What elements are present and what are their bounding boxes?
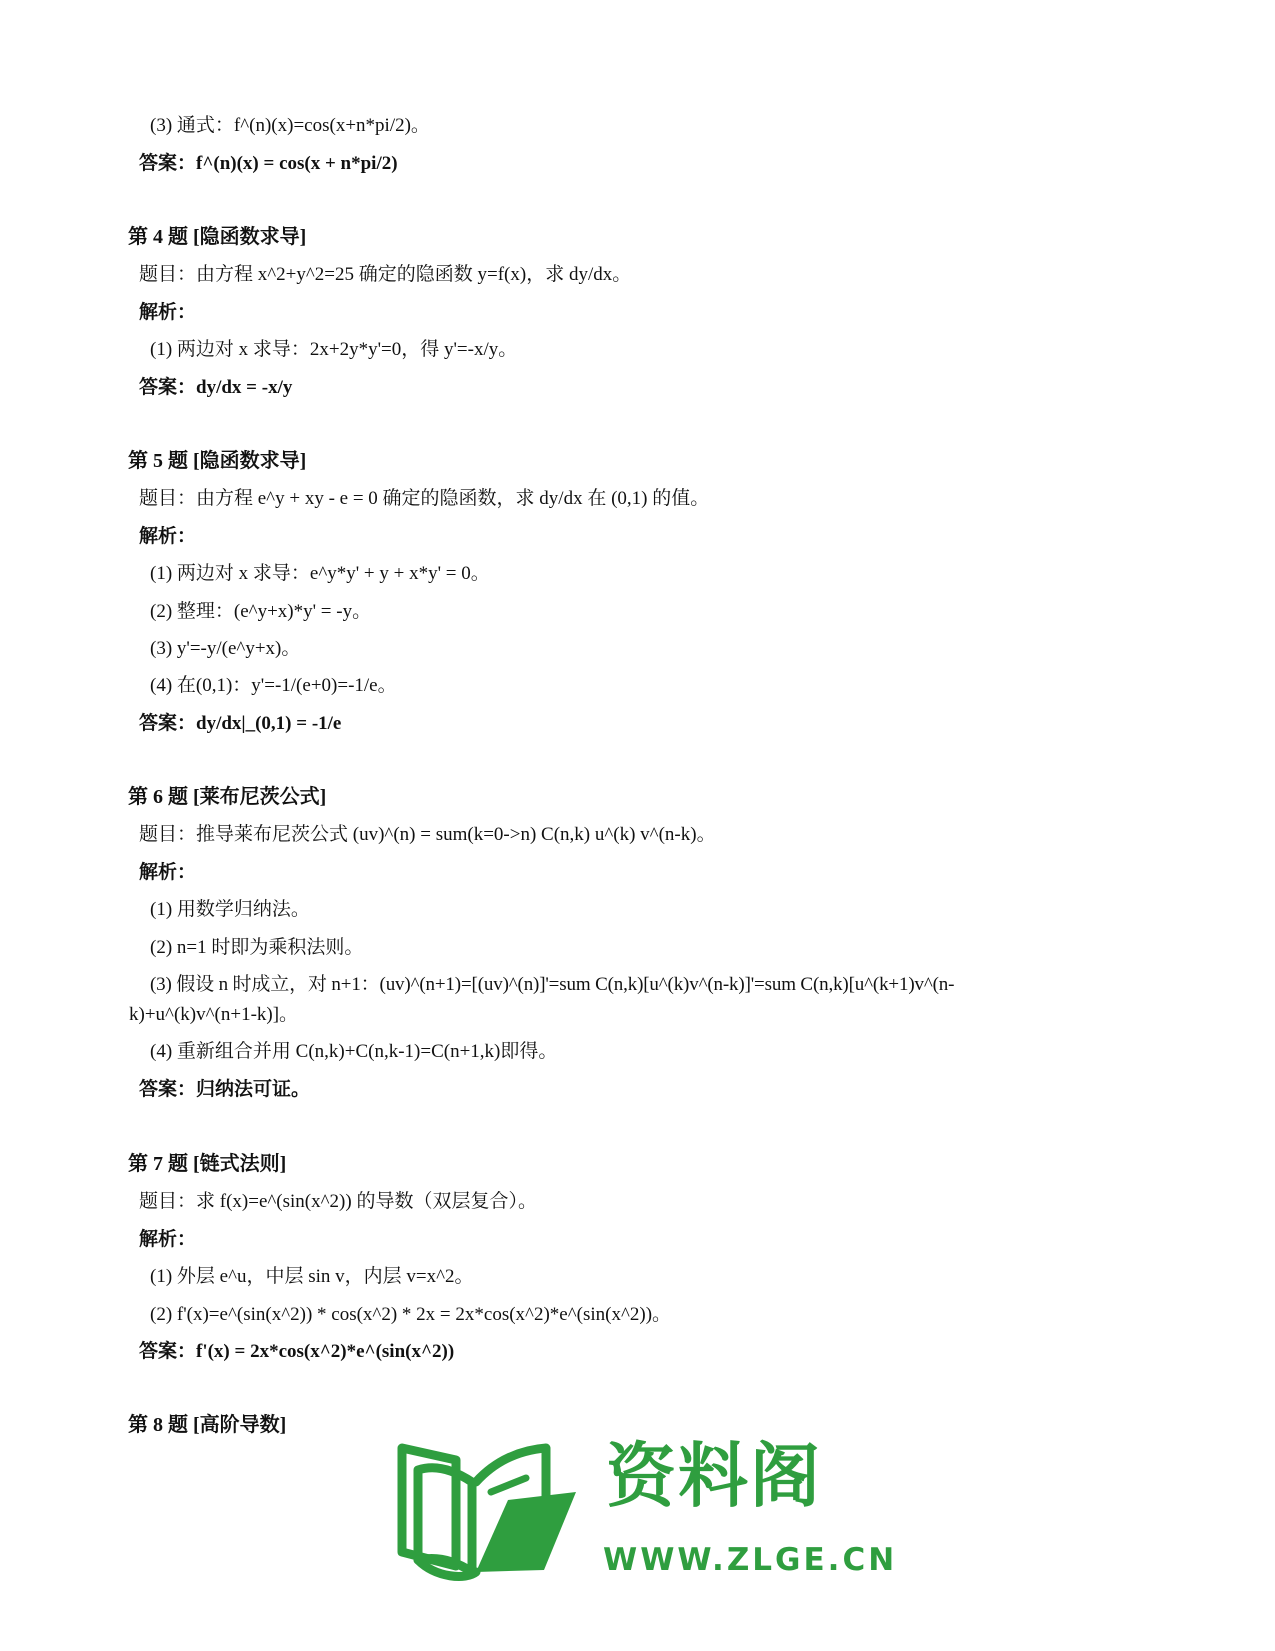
- q5-answer: 答案：dy/dx|_(0,1) = -1/e: [139, 713, 342, 734]
- q5-heading: 第 5 题 [隐函数求导]: [128, 450, 307, 472]
- q7-problem: 题目：求 f(x)=e^(sin(x^2)) 的导数（双层复合）。: [139, 1191, 537, 1212]
- watermark-url: WWW.ZLGE.CN: [603, 1542, 898, 1578]
- q3-step-3: (3) 通式：f^(n)(x)=cos(x+n*pi/2)。: [150, 115, 430, 136]
- q6-heading: 第 6 题 [莱布尼茨公式]: [128, 786, 327, 808]
- open-book-folder-icon: [396, 1430, 606, 1590]
- q6-problem: 题目：推导莱布尼茨公式 (uv)^(n) = sum(k=0->n) C(n,k) u^(k) v^(n-k)。: [139, 824, 716, 845]
- q7-step-2: (2) f'(x)=e^(sin(x^2)) * cos(x^2) * 2x = 2x*cos(x^2)*e^(sin(x^2))。: [150, 1304, 672, 1325]
- q6-step-3-continued: k)+u^(k)v^(n+1-k)]。: [129, 1004, 299, 1025]
- watermark-logo: [396, 1430, 898, 1590]
- q4-step-1: (1) 两边对 x 求导：2x+2y*y'=0，得 y'=-x/y。: [150, 339, 518, 360]
- q8-heading: 第 8 题 [高阶导数]: [128, 1414, 287, 1436]
- q5-analysis-label: 解析：: [139, 526, 197, 547]
- q7-step-1: (1) 外层 e^u，中层 sin v，内层 v=x^2。: [150, 1266, 474, 1287]
- q4-analysis-label: 解析：: [139, 302, 197, 323]
- q4-answer: 答案：dy/dx = -x/y: [139, 377, 293, 398]
- q3-answer: 答案：f^(n)(x) = cos(x + n*pi/2): [139, 153, 398, 174]
- q5-problem: 题目：由方程 e^y + xy - e = 0 确定的隐函数，求 dy/dx 在 (0,1) 的值。: [139, 488, 710, 509]
- q7-heading: 第 7 题 [链式法则]: [128, 1153, 287, 1175]
- q6-step-1: (1) 用数学归纳法。: [150, 899, 310, 920]
- q5-step-4: (4) 在(0,1)：y'=-1/(e+0)=-1/e。: [150, 675, 397, 696]
- q4-heading: 第 4 题 [隐函数求导]: [128, 226, 307, 248]
- q6-step-3: (3) 假设 n 时成立，对 n+1：(uv)^(n+1)=[(uv)^(n)]'=sum C(n,k)[u^(k)v^(n-k)]'=sum C(n,k)[u^(k+1)v^(n-: [150, 974, 955, 995]
- q4-problem: 题目：由方程 x^2+y^2=25 确定的隐函数 y=f(x)，求 dy/dx。: [139, 264, 632, 285]
- q6-answer: 答案：归纳法可证。: [139, 1079, 311, 1100]
- watermark-name: 资料阁: [606, 1435, 822, 1517]
- q5-step-2: (2) 整理：(e^y+x)*y' = -y。: [150, 601, 372, 622]
- q6-step-2: (2) n=1 时即为乘积法则。: [150, 937, 364, 958]
- q5-step-1: (1) 两边对 x 求导：e^y*y' + y + x*y' = 0。: [150, 563, 490, 584]
- q7-answer: 答案：f'(x) = 2x*cos(x^2)*e^(sin(x^2)): [139, 1341, 455, 1362]
- q6-step-4: (4) 重新组合并用 C(n,k)+C(n,k-1)=C(n+1,k)即得。: [150, 1041, 558, 1062]
- q6-analysis-label: 解析：: [139, 862, 197, 883]
- q7-analysis-label: 解析：: [139, 1229, 197, 1250]
- q5-step-3: (3) y'=-y/(e^y+x)。: [150, 638, 301, 659]
